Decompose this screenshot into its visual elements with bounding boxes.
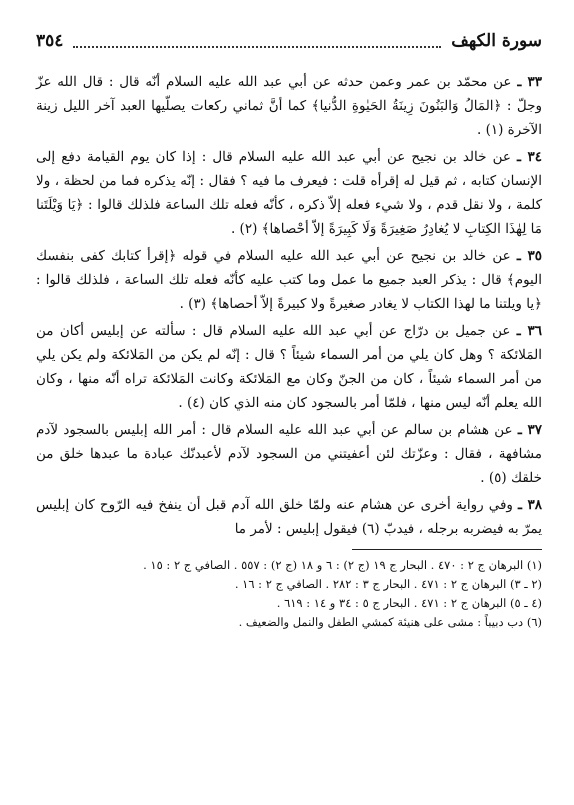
footnote-separator [352, 549, 542, 550]
page-number: ٣٥٤ [36, 31, 64, 51]
hadith-number: ٣٤ ـ [517, 149, 542, 165]
footnotes [36, 556, 542, 632]
hadith-number: ٣٣ ـ [517, 74, 543, 90]
surah-title: سورة الكهف [451, 31, 542, 51]
hadith-text: عن هشام بن سالم عن أبي عبد الله عليه السلام قال : أمر الله إبليس بالسجود لآدم مشافهة ، فقال : وعزّتك لئن أعفيتني من السجود لآدم لأعبدنّك عبادة ما عبدها خلق من خلقك (٥) . [36, 422, 542, 486]
hadith-text: عن جميل بن درّاج عن أبي عبد الله عليه السلام قال : سألته عن إبليس أكان من المَلائكة ؟ وهل كان يلي من أمر السماء شيئاً ؟ قال : إنّه لم يكن من المَلائكة ولم يكن يلي من أمر السماء شيئاً ، كان من الجنّ وكان مع المَلائكة وكانت المَلائكة تراه أنّه منها ، وكان الله يعلم أنّه ليس منها ، فلمّا أمر بالسجود كان منه الذي كان (٤) . [36, 323, 542, 411]
hadith-number: ٣٥ ـ [516, 248, 543, 264]
book-page [36, 26, 542, 786]
hadith-paragraph-33 [36, 70, 542, 142]
hadith-text: وفي رواية أخرى عن هشام عنه ولمّا خلق الله آدم قبل أن ينفخ فيه الرّوح كان إبليس يمرّ به فيضربه برجله ، فيدبّ (٦) فيقول إبليس : لأمر ما [36, 497, 542, 537]
hadith-paragraph-38 [36, 493, 542, 541]
hadith-number: ٣٦ ـ [516, 323, 542, 339]
hadith-text: عن خالد بن نجيح عن أبي عبد الله عليه السلام قال : إذا كان يوم القيامة دفع إلى الإنسان كتابه ، ثم قيل له إقرأه قلت : فيعرف ما فيه ؟ فقال : إنّه يذكره فما من لحظة ، ولا كلمة ، ولا نقل قدم ، ولا شيء فعله إلاّ ذكره ، كأنّه فعله تلك الساعة فلذلك قالوا : ﴿يَا وَيْلَتَنا مَا لِهٰذَا الكِتابِ لا يُغادِرُ صَغِيرَةً وَلَا كَبِيرَةً إلاّ أحْصاها﴾ (٢) . [36, 149, 542, 237]
hadith-number: ٣٧ ـ [517, 422, 543, 438]
hadith-paragraph-37 [36, 418, 542, 490]
hadith-number: ٣٨ ـ [518, 497, 543, 513]
hadith-paragraph-36 [36, 319, 542, 415]
hadith-text: عن خالد بن نجيح عن أبي عبد الله عليه السلام في قوله ﴿إقرأ كتابك كفى بنفسك اليوم﴾ قال : يذكر العبد جميع ما عمل وما كتب عليه كأنّه فعله تلك الساعة ، فلذلك قالوا : ﴿يا ويلتنا ما لهذا الكتاب لا يغادر صغيرةً ولا كبيرةً إلاّ أحصاها﴾ (٣) . [36, 248, 542, 312]
footnote: (٦) دب دبيباً : مشى على هنيئة كمشي الطفل والنمل والضعيف . [238, 615, 542, 629]
hadith-paragraph-34 [36, 145, 542, 241]
page-header [36, 26, 542, 56]
footnote: (٤ ـ ٥) البرهان ج ٢ : ٤٧١ . البحار ج ٥ : ٣٤ و ١٤ : ٦١٩ . [276, 596, 542, 610]
header-dotted-leader [73, 34, 441, 48]
footnote: (١) البرهان ج ٢ : ٤٧٠ . البحار ج ١٩ (ج ٢) : ٦ و ١٨ (ج ٢) : ٥٥٧ . الصافي ج ٢ : ١٥ . [143, 558, 542, 572]
hadith-paragraph-35 [36, 244, 542, 316]
footnote: (٢ ـ ٣) البرهان ج ٢ : ٤٧١ . البحار ج ٣ : ٢٨٢ . الصافي ج ٢ : ١٦ . [234, 577, 542, 591]
hadith-text: عن محمّد بن عمر وعمن حدثه عن أبي عبد الله عليه السلام أنّه قال : قال الله عزّ وجلّ : ﴿المَالُ وَالبَنُونَ زِينَةُ الحَيٰوةِ الدُّنيا﴾ كما أنَّ ثماني ركعات يصلّيها العبد آخر الليل زينة الآخرة (١) . [36, 74, 542, 138]
